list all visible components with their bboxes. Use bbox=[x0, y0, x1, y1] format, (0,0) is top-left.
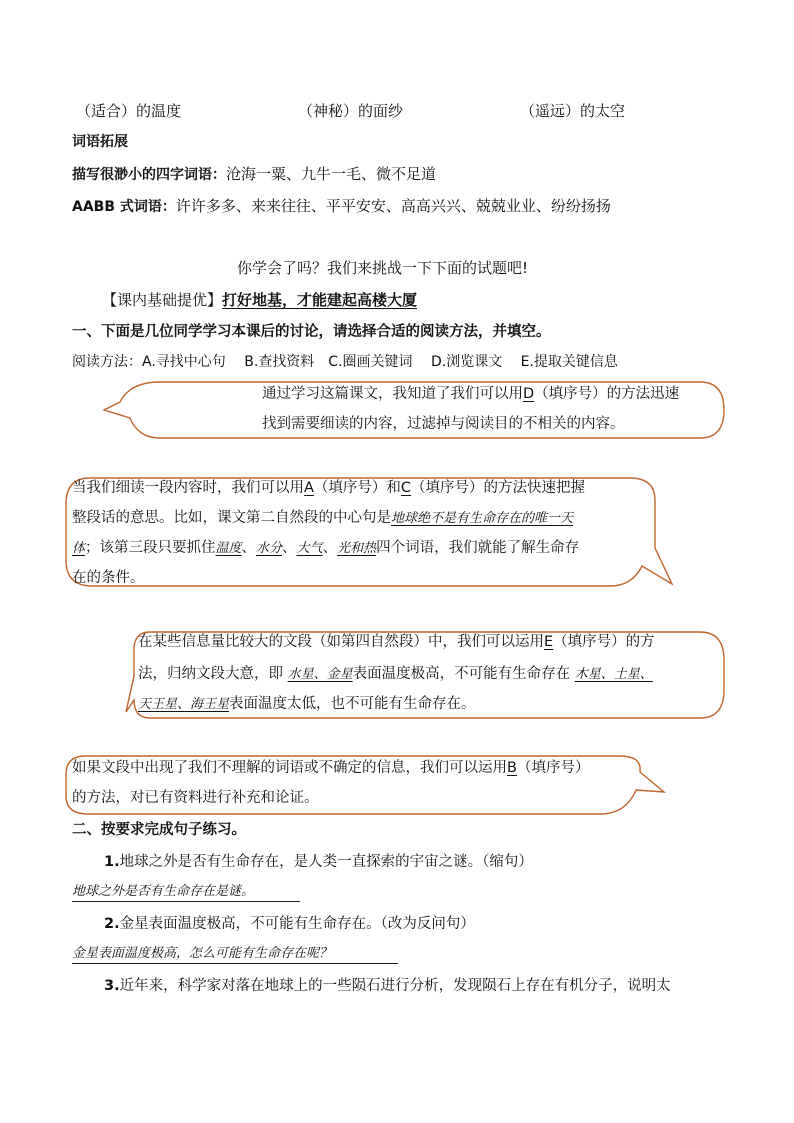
bubble-2-sep-3: 、 bbox=[322, 540, 338, 556]
vocab-small-words: 沧海一粟、九牛一毛、微不足道 bbox=[226, 165, 437, 183]
bubble-4-line-1 bbox=[72, 758, 589, 778]
bubble-2-text-f: 四个词语，我们就能了解生命存 bbox=[376, 540, 580, 556]
q2-item-2 bbox=[104, 914, 475, 934]
bubble-3-text-d: 表面温度极高，不可能有生命存在 bbox=[352, 666, 571, 682]
bubble-3-text-a: 在某些信息量比较大的文段（如第四自然段）中，我们可以运用 bbox=[138, 634, 544, 650]
bubble-2-sep-1: 、 bbox=[241, 540, 257, 556]
bubble-1-line-1 bbox=[262, 384, 679, 404]
vocab-aabb-label: AABB 式词语： bbox=[72, 199, 176, 215]
bubble-3-cold-planets-2: 天王星、海王星 bbox=[138, 697, 230, 712]
section-title-slogan: 打好地基，才能建起高楼大厦 bbox=[222, 291, 418, 309]
phrase-mysterious-veil: （神秘）的面纱 bbox=[298, 102, 404, 120]
q2-item-1 bbox=[104, 852, 533, 872]
bubble-2-word-water: 水分 bbox=[256, 541, 283, 556]
bubble-1-answer: D bbox=[523, 386, 535, 402]
bubble-3-line-3 bbox=[138, 694, 476, 715]
bubble-2-text-b: （填序号）和 bbox=[313, 480, 401, 496]
bubble-2-word-light-heat: 光和热 bbox=[337, 541, 377, 556]
bubble-2-text-d: 整段话的意思。比如，课文第二自然段的中心句是 bbox=[72, 510, 391, 526]
bubble-3-cold-planets-1: 木星、土星、 bbox=[574, 667, 653, 682]
q2-item-2-number: 2. bbox=[104, 916, 120, 932]
q2-title: 二、按要求完成句子练习。 bbox=[72, 822, 246, 838]
bubble-1-text-b: （填序号）的方法迅速 bbox=[534, 386, 680, 402]
bubble-3-answer: E bbox=[544, 634, 554, 650]
vocab-small-line bbox=[72, 164, 436, 185]
section-title bbox=[102, 290, 417, 310]
bubble-2-sep-2: 、 bbox=[282, 540, 297, 556]
bubble-2-word-atmosphere: 大气 bbox=[296, 541, 323, 556]
challenge-text: 你学会了吗？我们来挑战一下下面的试题吧! bbox=[237, 259, 529, 277]
bubble-2-central-sentence-2: 体 bbox=[72, 541, 86, 556]
bubble-1-text-a: 通过学习这篇课文，我知道了我们可以用 bbox=[262, 386, 523, 402]
bubble-4-text-b: （填序号） bbox=[516, 760, 590, 776]
bubble-2-answer-1: A bbox=[304, 480, 314, 496]
q2-item-1-number: 1. bbox=[104, 854, 120, 870]
q2-item-1-text: 地球之外是否有生命存在，是人类一直探索的宇宙之谜。（缩句） bbox=[119, 854, 533, 870]
bubble-2-central-sentence-1: 地球绝不是有生命存在的唯一天 bbox=[391, 511, 574, 526]
bubble-2-line-2 bbox=[72, 508, 573, 529]
bubble-3-text-b: （填序号）的方 bbox=[553, 634, 655, 650]
q2-answer-2: 金星表面温度极高，怎么可能有生命存在呢？ bbox=[72, 946, 333, 961]
bubble-2-text-e: ；该第三段只要抓住 bbox=[85, 540, 216, 556]
q2-item-3-number: 3. bbox=[104, 978, 120, 994]
phrase-suitable-temperature: （适合）的温度 bbox=[76, 102, 182, 120]
bubble-2-text-a: 当我们细读一段内容时，我们可以用 bbox=[72, 480, 304, 496]
bubble-2-line-1 bbox=[72, 478, 585, 498]
bubble-2-line-3 bbox=[72, 538, 579, 559]
vocab-aabb-words: 许许多多、来来往往、平平安安、高高兴兴、兢兢业业、纷纷扬扬 bbox=[175, 197, 611, 215]
bubble-2-word-temperature: 温度 bbox=[215, 541, 242, 556]
q2-item-3 bbox=[104, 976, 671, 996]
bubble-4-line-2: 的方法，对已有资料进行补充和论证。 bbox=[72, 790, 319, 806]
bubble-2-text-c: （填序号）的方法快速把握 bbox=[411, 480, 586, 496]
bubble-3-line-2 bbox=[138, 664, 653, 685]
q2-item-2-text: 金星表面温度极高，不可能有生命存在。（改为反问句） bbox=[119, 916, 475, 932]
bubble-3-text-e: 表面温度太低，也不可能有生命存在。 bbox=[229, 696, 476, 712]
q2-answer-1: 地球之外是否有生命存在是谜。 bbox=[72, 884, 255, 899]
q1-title: 一、下面是几位同学学习本课后的讨论，请选择合适的阅读方法，并填空。 bbox=[72, 324, 551, 340]
bubble-4-answer: B bbox=[507, 760, 517, 776]
bubble-2-answer-2: C bbox=[400, 480, 412, 496]
bubble-3-line-1 bbox=[138, 632, 655, 652]
q2-answer-1-line bbox=[72, 901, 300, 902]
bubble-1-line-2: 找到需要细读的内容，过滤掉与阅读目的不相关的内容。 bbox=[262, 416, 625, 432]
vocab-small-label: 描写很渺小的四字词语： bbox=[72, 167, 226, 183]
phrase-distant-space: （遥远）的太空 bbox=[520, 102, 626, 120]
vocab-heading: 词语拓展 bbox=[72, 134, 128, 150]
bubble-3-text-c: 法，归纳文段大意，即 bbox=[138, 666, 283, 682]
bubble-2-line-4: 在的条件。 bbox=[72, 570, 145, 586]
section-title-bracket: 【课内基础提优】 bbox=[102, 291, 223, 309]
vocab-aabb-line bbox=[72, 196, 611, 217]
bubble-4-text-a: 如果文段中出现了我们不理解的词语或不确定的信息，我们可以运用 bbox=[72, 760, 507, 776]
bubble-3-hot-planets: 水星、金星 bbox=[287, 667, 353, 682]
q2-item-3-text: 近年来，科学家对落在地球上的一些陨石进行分析，发现陨石上存在有机分子，说明太 bbox=[119, 978, 671, 994]
q1-methods: 阅读方法：A.寻找中心句 B.查找资料 C.圈画关键词 D.浏览课文 E.提取关键信息 bbox=[72, 354, 618, 370]
q2-answer-2-line bbox=[72, 963, 398, 964]
